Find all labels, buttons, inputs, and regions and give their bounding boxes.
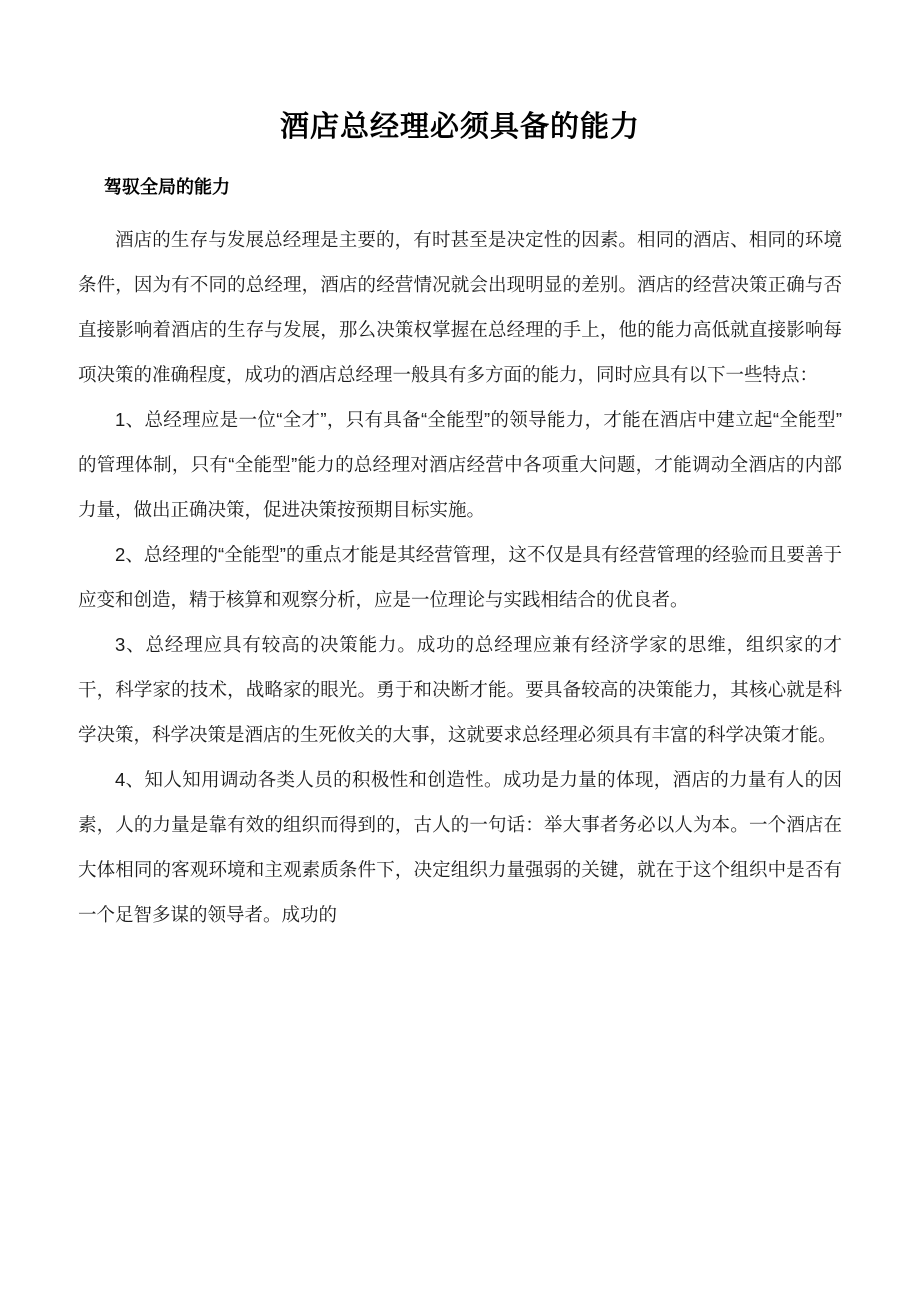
paragraph-4: 3、总经理应具有较高的决策能力。成功的总经理应兼有经济学家的思维，组织家的才干，科学家的技术，战略家的眼光。勇于和决断才能。要具备较高的决策能力，其核心就是科学决策，科学决策是酒店的生死攸关的大事，这就要求总经理必须具有丰富的科学决策才能。: [78, 634, 842, 745]
paragraph-1: 酒店的生存与发展总经理是主要的，有时甚至是决定性的因素。相同的酒店、相同的环境条件，因为有不同的总经理，酒店的经营情况就会出现明显的差别。酒店的经营决策正确与否直接影响着酒店的生存与发展，那么决策权掌握在总经理的手上，他的能力高低就直接影响每项决策的准确程度，成功的酒店总经理一般具有多方面的能力，同时应具有以下一些特点：: [78, 229, 842, 385]
page-title: 酒店总经理必须具备的能力: [279, 111, 640, 143]
paragraph-3: 2、总经理的“全能型”的重点才能是其经营管理，这不仅是具有经营管理的经验而且要善于应变和创造，精于核算和观察分析，应是一位理论与实践相结合的优良者。: [78, 544, 842, 610]
section-heading: 驾驭全局的能力: [104, 177, 230, 197]
paragraph-5: 4、知人知用调动各类人员的积极性和创造性。成功是力量的体现，酒店的力量有人的因素，人的力量是靠有效的组织而得到的，古人的一句话：举大事者务必以人为本。一个酒店在大体相同的客观环境和主观素质条件下，决定组织力量强弱的关键，就在于这个组织中是否有一个足智多谋的领导者。成功的: [78, 769, 842, 925]
paragraph-2: 1、总经理应是一位“全才”，只有具备“全能型”的领导能力，才能在酒店中建立起“全能型”的管理体制，只有“全能型”能力的总经理对酒店经营中各项重大问题，才能调动全酒店的内部力量，做出正确决策，促进决策按预期目标实施。: [78, 409, 842, 520]
